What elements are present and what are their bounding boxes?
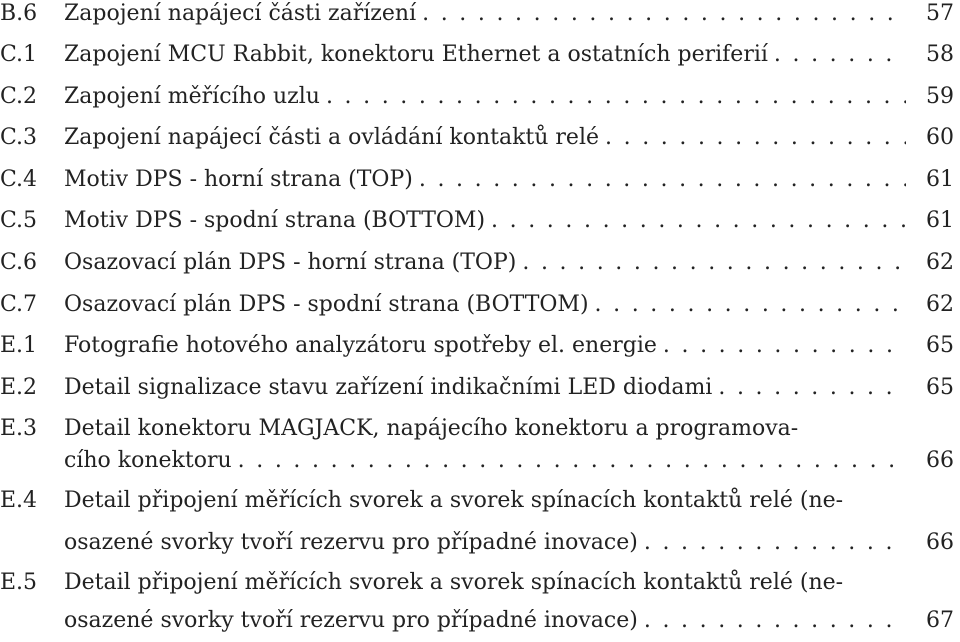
entry-title: Zapojení napájecí části zařízení [64,1,417,26]
toc-entry[interactable] [0,76,960,118]
entry-page: 62 [926,250,954,275]
entry-page: 65 [926,375,954,400]
entry-page: 66 [926,448,954,473]
toc-entry[interactable] [0,34,960,76]
dot-leader [644,522,906,564]
dot-leader [419,159,906,201]
toc-entry-continuation[interactable] [0,522,960,564]
entry-number: C.4 [0,167,38,192]
entry-page: 60 [926,125,954,150]
entry-number: C.2 [0,84,38,109]
dot-leader [326,76,906,118]
toc-entry[interactable] [0,0,960,35]
entry-number: E.2 [0,375,38,400]
entry-title: Detail konektoru MAGJACK, napájecího konektoru a programova- [64,416,799,441]
dot-leader [605,117,906,159]
dot-leader [718,367,906,409]
entry-number: C.7 [0,292,38,317]
entry-title: Zapojení MCU Rabbit, konektoru Ethernet a ostatních periferií [64,42,768,67]
toc-entry-continuation[interactable] [0,440,960,482]
entry-number: E.1 [0,333,38,358]
entry-title: Zapojení napájecí části a ovládání kontaktů relé [64,125,600,150]
dot-leader [238,440,906,482]
entry-page: 57 [926,1,954,26]
toc-entry[interactable] [0,325,960,367]
toc-entry[interactable] [0,367,960,409]
toc-entry[interactable] [0,480,960,522]
dot-leader [644,600,906,642]
entry-title: Detail připojení měřících svorek a svorek spínacích kontaktů relé (ne- [64,488,844,513]
entry-page: 67 [926,608,954,633]
toc-entry[interactable] [0,284,960,326]
entry-title: Osazovací plán DPS - horní strana (TOP) [64,250,517,275]
entry-page: 65 [926,333,954,358]
entry-number: C.5 [0,208,38,233]
entry-title: Zapojení měřícího uzlu [64,84,320,109]
dot-leader [774,34,906,76]
entry-title: Motiv DPS - horní strana (TOP) [64,167,413,192]
dot-leader [663,325,906,367]
entry-number: E.4 [0,488,38,513]
dot-leader [595,284,906,326]
entry-title: cího konektoru [64,448,232,473]
toc-entry[interactable] [0,117,960,159]
entry-page: 62 [926,292,954,317]
entry-title: Detail signalizace stavu zařízení indikačními LED diodami [64,375,713,400]
dot-leader [422,0,906,35]
entry-page: 58 [926,42,954,67]
entry-number: C.6 [0,250,38,275]
toc-entry[interactable] [0,159,960,201]
entry-title: Detail připojení měřících svorek a svorek spínacích kontaktů relé (ne- [64,570,844,595]
entry-title: Osazovací plán DPS - spodní strana (BOTTOM) [64,292,589,317]
entry-page: 61 [926,208,954,233]
entry-page: 59 [926,84,954,109]
toc-entry-continuation[interactable] [0,600,960,642]
entry-number: C.3 [0,125,38,150]
entry-title: osazené svorky tvoří rezervu pro případné inovace) [64,530,638,555]
toc-entry[interactable] [0,200,960,242]
toc-entry[interactable] [0,242,960,284]
entry-number: E.5 [0,570,38,595]
entry-title: Fotografie hotového analyzátoru spotřeby el. energie [64,333,657,358]
entry-page: 66 [926,530,954,555]
toc-entry[interactable] [0,562,960,604]
dot-leader [491,200,906,242]
entry-page: 61 [926,167,954,192]
entry-number: C.1 [0,42,38,67]
entry-number: B.6 [0,1,38,26]
entry-title: osazené svorky tvoří rezervu pro případné inovace) [64,608,638,633]
entry-title: Motiv DPS - spodní strana (BOTTOM) [64,208,486,233]
entry-number: E.3 [0,416,38,441]
dot-leader [522,242,906,284]
